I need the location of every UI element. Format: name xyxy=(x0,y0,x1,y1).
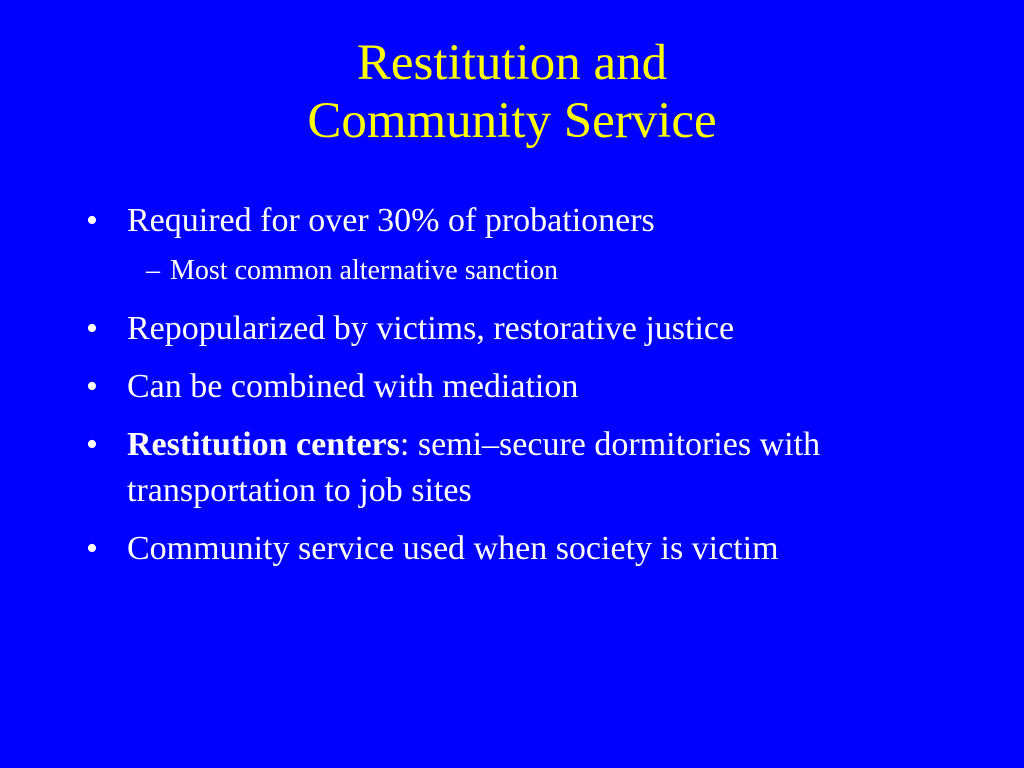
slide-title xyxy=(0,34,1024,150)
bullet-marker: • xyxy=(86,426,98,463)
subbullet-marker: – xyxy=(146,255,160,286)
subbullet-item-sanction xyxy=(82,254,942,288)
bullet-item-repopularized xyxy=(82,306,942,352)
slide-title-line-1: Restitution and xyxy=(356,35,668,91)
bullet-bold-text: Restitution centers xyxy=(127,426,400,463)
bullet-marker: • xyxy=(86,310,98,347)
bullet-text: Community service used when society is victim xyxy=(127,530,779,567)
bullet-marker: • xyxy=(86,368,98,405)
bullet-text: : semi–secure dormitories with transportation to job sites xyxy=(127,426,821,509)
bullet-text: Repopularized by victims, restorative justice xyxy=(127,310,735,347)
bullet-marker: • xyxy=(86,202,98,239)
bullet-item-mediation xyxy=(82,364,942,410)
bullet-marker: • xyxy=(86,530,98,567)
slide-bullet-list xyxy=(82,198,942,584)
subbullet-text: Most common alternative sanction xyxy=(170,255,559,286)
bullet-item-probationers xyxy=(82,198,942,244)
bullet-text: Can be combined with mediation xyxy=(127,368,579,405)
bullet-text: Required for over 30% of probationers xyxy=(127,202,655,239)
bullet-item-restitution-centers xyxy=(82,422,942,514)
bullet-item-community-service xyxy=(82,526,942,572)
slide-title-line-2: Community Service xyxy=(307,93,717,149)
